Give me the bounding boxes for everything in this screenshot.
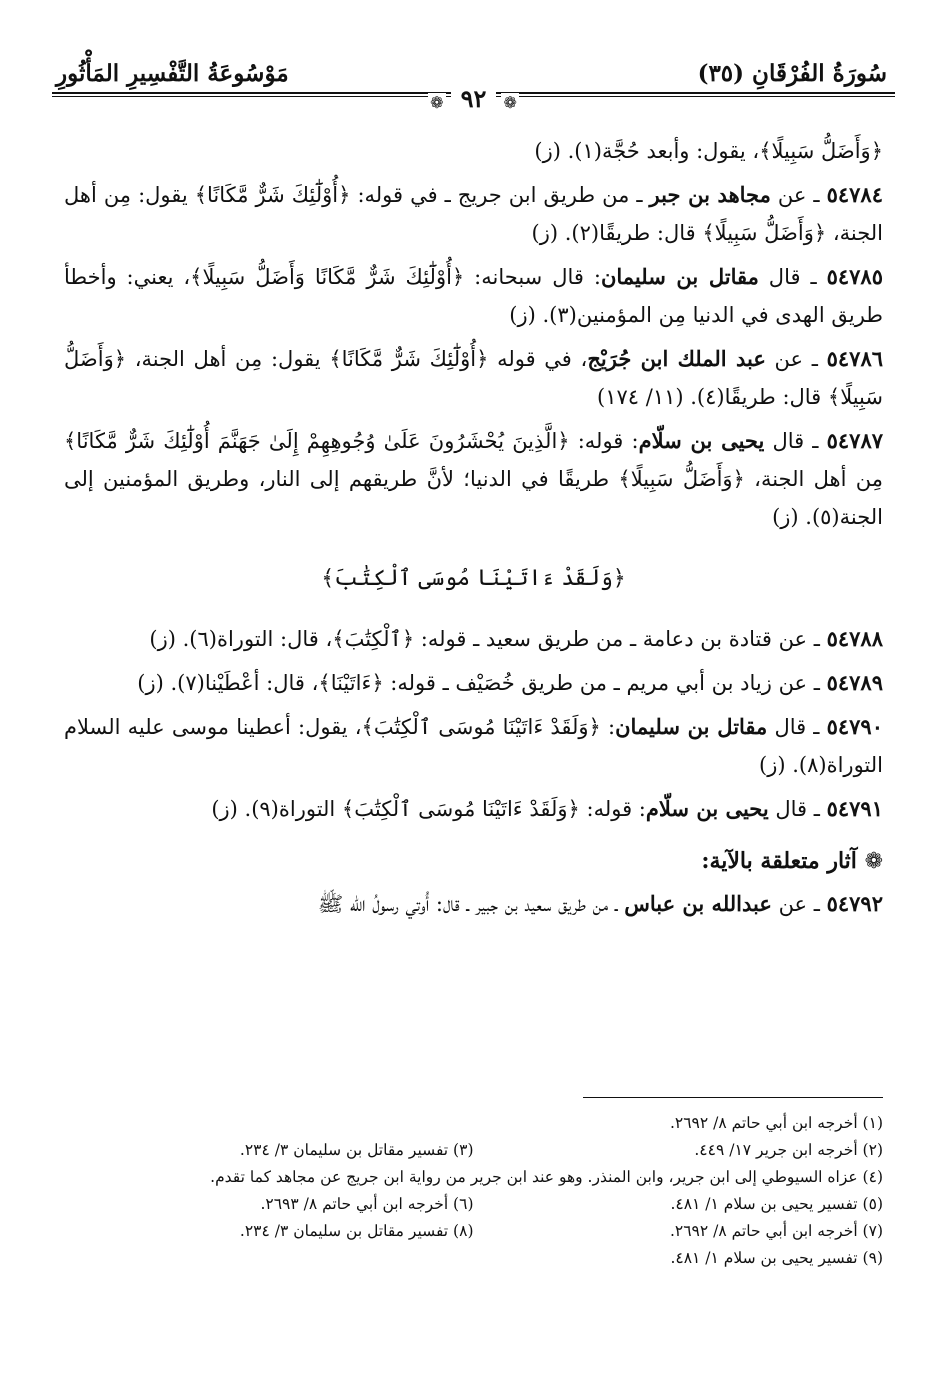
ayah-heading: ﴿وَلَقَدْ ءَاتَيْنَا مُوسَى ٱلْكِتَٰبَ﴾ [321, 566, 626, 591]
page-body [64, 132, 883, 929]
paragraph-text: ـ من طريق ابن جريج ـ في قوله: ﴿أُوْلَٰٓئِكَ شَرٌّ مَّكَانًا﴾ يقول: مِن أهل الجنة، ﴿وَأَضَلُّ سَبِيلًا﴾ قال: طريقًا(٢). (ز) [64, 183, 883, 245]
connector: ـ قال [768, 797, 827, 821]
footnote [64, 1110, 474, 1137]
paragraph-text: : قوله: ﴿الَّذِينَ يُحْشَرُونَ عَلَىٰ وُجُوهِهِمْ إِلَىٰ جَهَنَّمَ أُوْلَٰٓئِكَ شَرٌّ مَّكَانًا﴾ مِن أهل الجنة، ﴿وَأَضَلُّ سَبِيلًا﴾ طريقًا في الدنيا؛ لأنَّ طريقهم إلى النار، وطريق المؤمنين إلى الجنة(٥). (ز) [64, 429, 883, 529]
paragraph-text: ـ من طريق سعيد بن جبير ـ قال: أُوتي رسولُ الله ﷺ [317, 892, 625, 916]
narration-number: ٥٤٧٨٦ [826, 346, 884, 371]
footnote: (١) أخرجه ابن أبي حاتم ٨/ ٢٦٩٢. [669, 1114, 883, 1132]
narration-number: ٥٤٧٨٤ [826, 182, 883, 207]
narrator-name: مقاتل بن سليمان [600, 264, 759, 289]
paragraph-text: : قوله: ﴿وَلَقَدْ ءَاتَيْنَا مُوسَى ٱلْكِتَٰبَ﴾ التوراة(٩). (ز) [211, 797, 646, 821]
narrator-name: عبد الملك ابن جُرَيْج [587, 346, 766, 371]
connector: ـ عن [765, 347, 827, 371]
connector: ـ عن [771, 892, 827, 916]
narrator-name: عبدالله بن عباس [624, 891, 772, 916]
paragraph [64, 132, 883, 170]
paragraph [64, 176, 883, 252]
narration-number: ٥٤٧٩٠ [826, 714, 883, 739]
narrator-name: زياد بن أبي مريم [626, 671, 772, 695]
footnote-row [64, 1137, 883, 1164]
book-title: مَوْسُوعَةُ التَّفْسِيرِ المَأْثُورِ [56, 60, 289, 87]
footnote: (٥) تفسير يحيى بن سلام ١/ ٤٨١. [670, 1195, 883, 1213]
paragraph-text: ـ من طريق سعيد ـ قوله: ﴿ٱلْكِتَٰبَ﴾، قال: التوراة(٦). (ز) [149, 627, 643, 651]
footnote-row [64, 1245, 883, 1272]
narration-number: ٥٤٧٨٩ [826, 670, 883, 695]
narrator-name: قتادة بن دعامة [642, 627, 772, 651]
narration-number: ٥٤٧٨٨ [826, 626, 883, 651]
page-header [52, 58, 895, 118]
footnote: (٣) تفسير مقاتل بن سليمان ٣/ ٢٣٤. [239, 1141, 474, 1159]
page-number: ٩٢ [451, 84, 497, 113]
footnotes [64, 1110, 883, 1272]
narration-number: ٥٤٧٩١ [826, 796, 883, 821]
connector: ـ قال [767, 715, 827, 739]
narration-number: ٥٤٧٨٧ [826, 428, 884, 453]
section-heading-text: آثار متعلقة بالآية: [701, 848, 857, 874]
paragraph [64, 664, 883, 702]
footnote-row [64, 1110, 883, 1137]
footnote: (٢) أخرجه ابن جرير ١٧/ ٤٤٩. [694, 1141, 883, 1159]
footnote-row [64, 1164, 883, 1191]
connector: ـ عن [771, 627, 827, 651]
paragraph [64, 708, 883, 784]
narrator-name: يحيى بن سلّام [645, 796, 769, 821]
footnote: (٨) تفسير مقاتل بن سليمان ٣/ ٢٣٤. [239, 1222, 474, 1240]
connector: ـ قال [764, 429, 827, 453]
section-heading [64, 842, 883, 881]
footnote-row [64, 1191, 883, 1218]
paragraph [64, 340, 883, 416]
footnote [64, 1245, 474, 1272]
footnote: (٤) عزاه السيوطي إلى ابن جرير، وابن المنذر. وهو عند ابن جرير من رواية ابن جريج عن مجاهد كما تقدم. [210, 1168, 883, 1186]
connector: ـ عن [771, 671, 827, 695]
ornament-icon: ❁ [430, 93, 444, 112]
paragraph [64, 885, 883, 923]
paragraph [64, 790, 883, 828]
narrator-name: مجاهد بن جبر [649, 182, 771, 207]
ornament-icon: ❁ [503, 93, 517, 112]
footnote-row [64, 1218, 883, 1245]
narration-number: ٥٤٧٨٥ [826, 264, 883, 289]
connector: ـ عن [770, 183, 827, 207]
footnote-separator [583, 1097, 883, 1098]
connector: ـ قال [758, 265, 827, 289]
surah-title: سُورَةُ الفُرْقَانِ (٣٥) [697, 60, 887, 87]
paragraph-text: ﴿وَأَضَلُّ سَبِيلًا﴾، يقول: وأبعد حُجَّة(١). (ز) [534, 139, 883, 163]
page-number-box [52, 84, 895, 113]
paragraph-text: ، في قوله ﴿أُوْلَٰٓئِكَ شَرٌّ مَّكَانًا﴾ يقول: مِن أهل الجنة، ﴿وَأَضَلُّ سَبِيلًا﴾ قال: طريقًا(٤). (١١/ ١٧٤) [64, 347, 883, 409]
paragraph [64, 422, 883, 536]
paragraph-text: : قال سبحانه: ﴿أُوْلَٰٓئِكَ شَرٌّ مَّكَانًا وَأَضَلُّ سَبِيلًا﴾، يعني: وأخطأ طريق الهدى في الدنيا مِن المؤمنين(٣). (ز) [64, 265, 883, 327]
narration-number: ٥٤٧٩٢ [826, 891, 883, 916]
paragraph-text: ـ من طريق خُصَيْف ـ قوله: ﴿ءَاتَيْنَا﴾، قال: أعْطَيْنا(٧). (ز) [137, 671, 627, 695]
narrator-name: مقاتل بن سليمان [615, 714, 768, 739]
footnote: (٦) أخرجه ابن أبي حاتم ٨/ ٢٦٩٣. [260, 1195, 474, 1213]
paragraph [64, 620, 883, 658]
paragraph-text: : ﴿وَلَقَدْ ءَاتَيْنَا مُوسَى ٱلْكِتَٰبَ﴾، يقول: أعطينا موسى عليه السلام التوراة(٨). (ز) [64, 715, 883, 777]
footnote: (٧) أخرجه ابن أبي حاتم ٨/ ٢٦٩٢. [669, 1222, 883, 1240]
narrator-name: يحيى بن سلّام [638, 428, 765, 453]
footnote: (٩) تفسير يحيى بن سلام ١/ ٤٨١. [670, 1249, 883, 1267]
paragraph [64, 258, 883, 334]
flower-icon: ❁ [864, 849, 883, 874]
